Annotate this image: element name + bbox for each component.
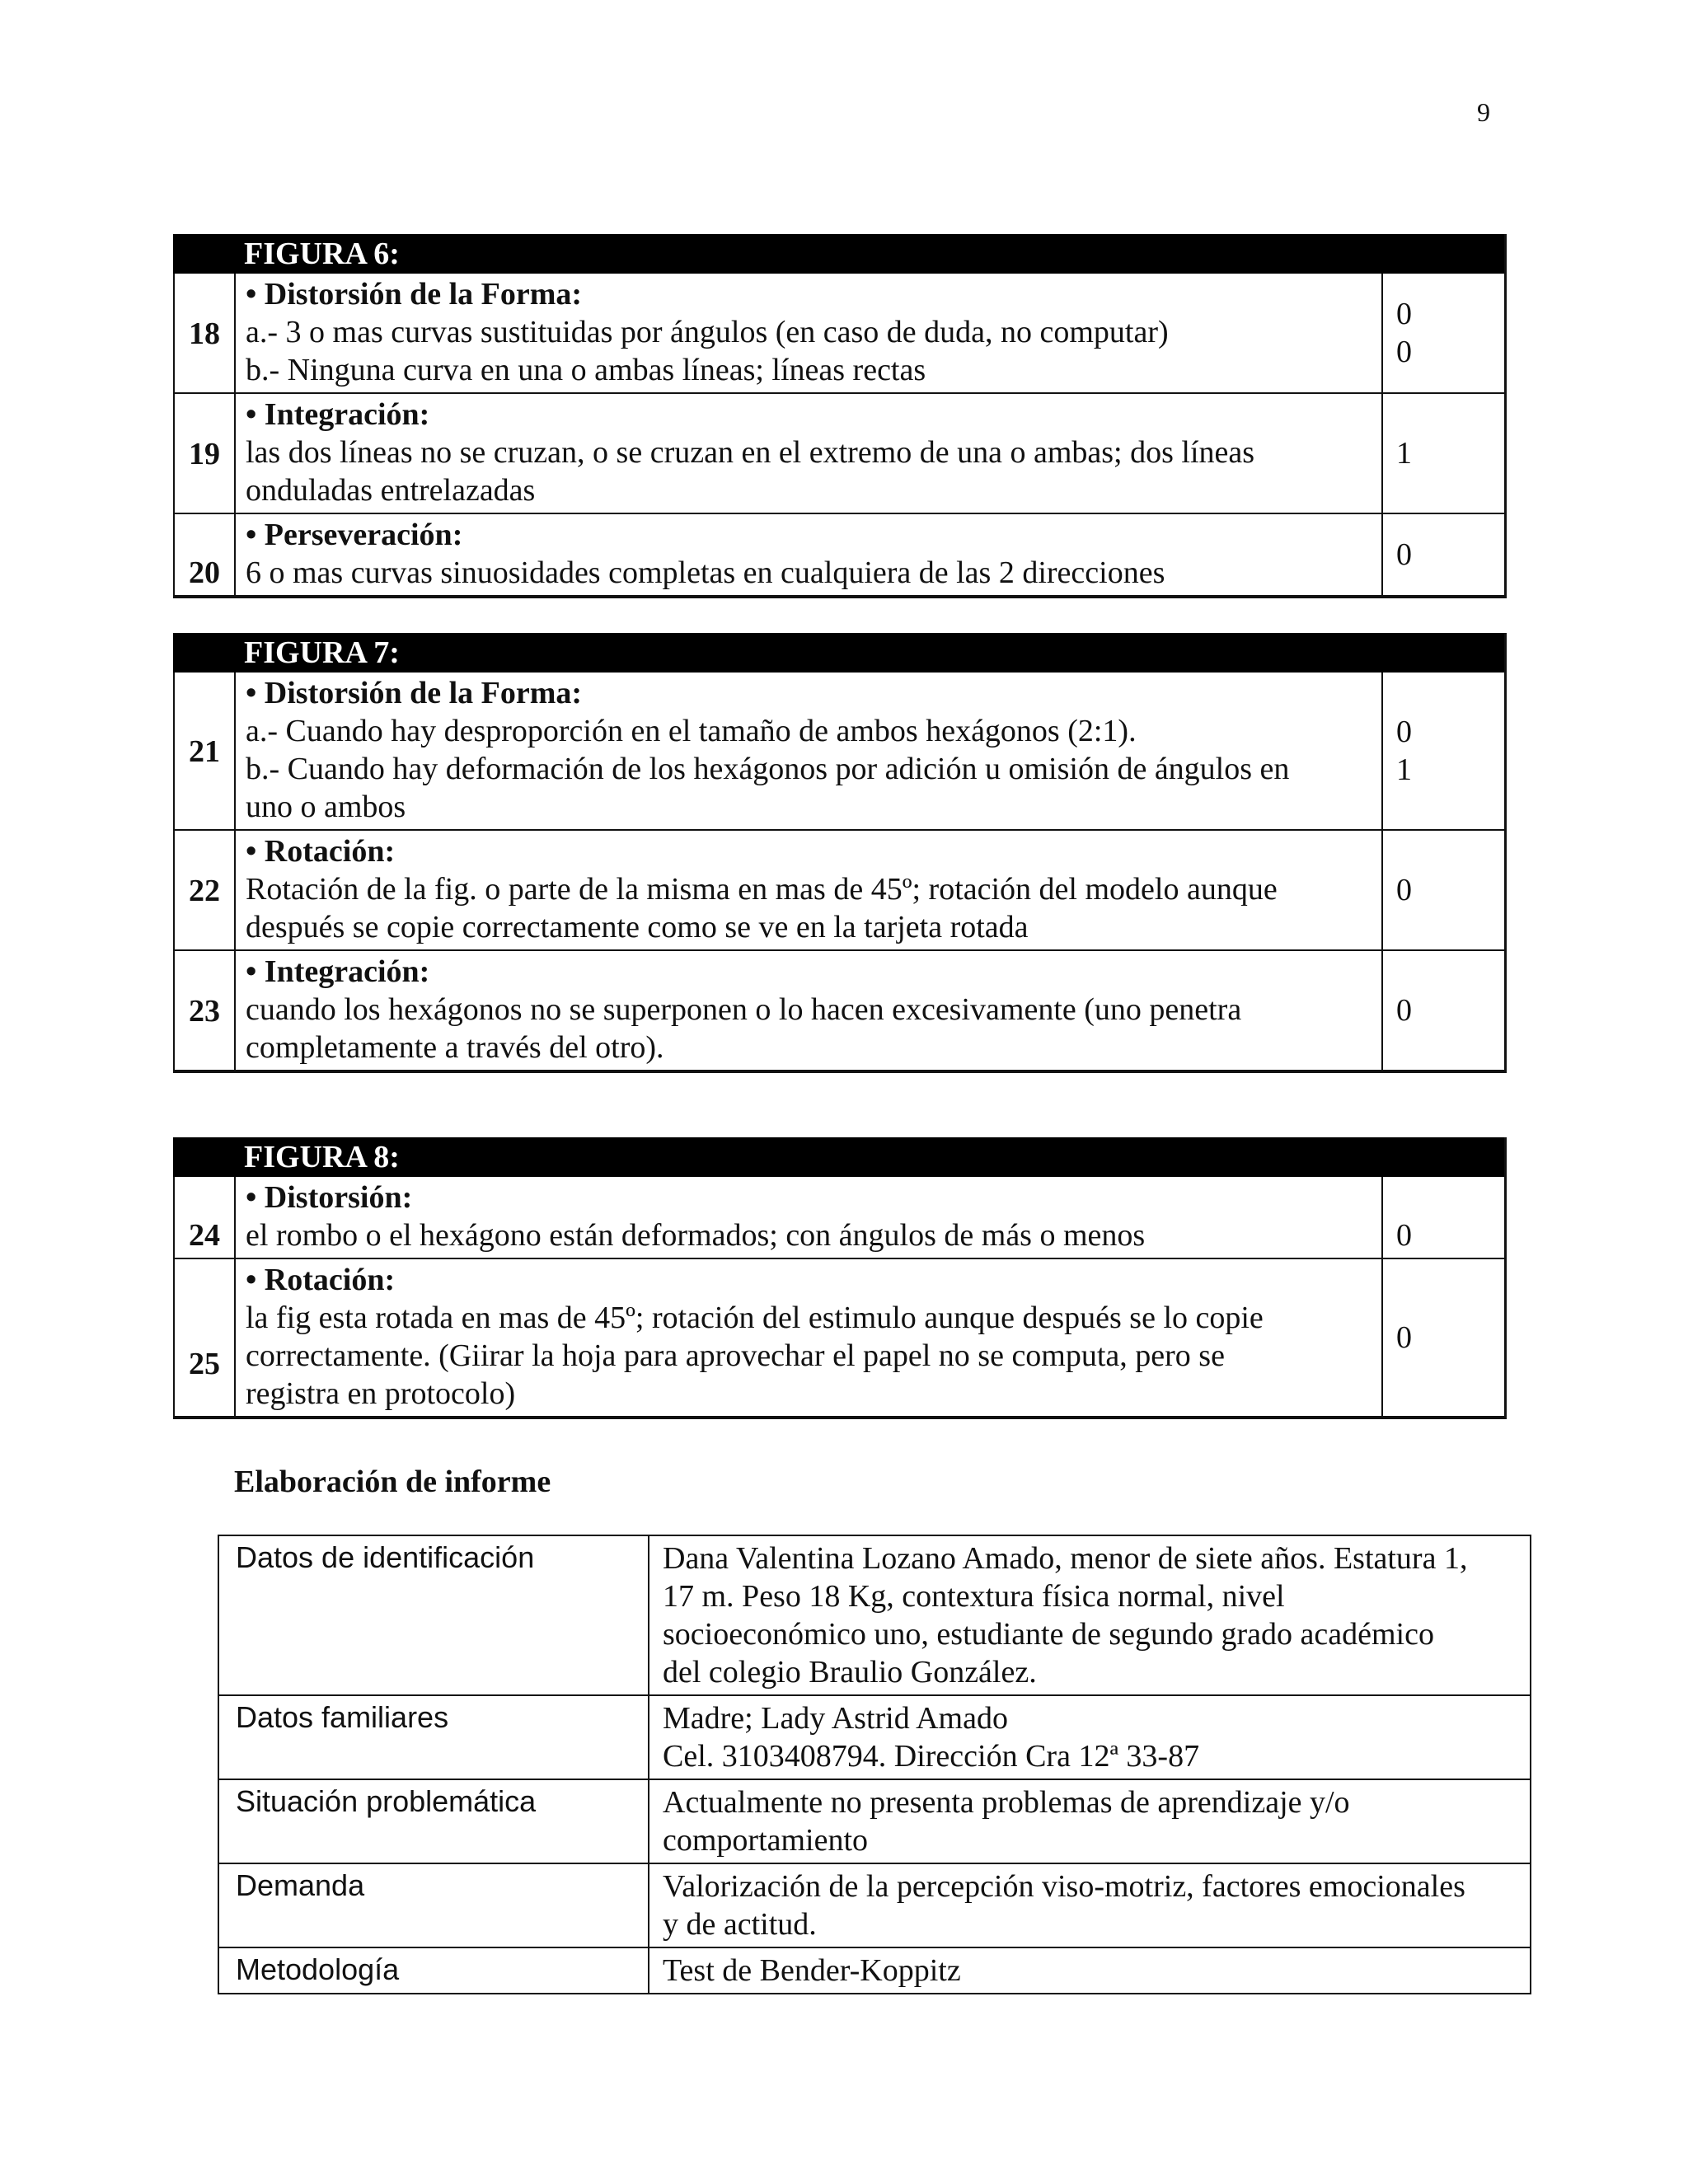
item-line: cuando los hexágonos no se superponen o lo hacen excesivamente (uno penetra: [246, 992, 1242, 1027]
item-title: • Distorsión de la Forma:: [246, 676, 583, 710]
item-line: Rotación de la fig. o parte de la misma en mas de 45º; rotación del modelo aunque: [246, 872, 1278, 907]
score-value: 0: [1396, 1218, 1412, 1253]
item-line: las dos líneas no se cruzan, o se cruzan en el extremo de una o ambas; dos líneas: [246, 435, 1255, 470]
report-key: Demanda: [218, 1863, 649, 1947]
item-number: 25: [174, 1258, 235, 1418]
item-line: completamente a través del otro).: [246, 1030, 664, 1065]
item-description: [235, 273, 1382, 393]
report-key: Datos familiares: [218, 1695, 649, 1779]
score-value: 0: [1396, 297, 1412, 331]
item-line: b.- Cuando hay deformación de los hexágonos por adición u omisión de ángulos en: [246, 752, 1290, 786]
report-value: [649, 1535, 1531, 1695]
report-line: socioeconómico uno, estudiante de segundo grado académico: [663, 1617, 1434, 1652]
item-number: 23: [174, 950, 235, 1071]
item-number: 20: [174, 513, 235, 597]
item-description: [235, 1258, 1382, 1418]
item-line: la fig esta rotada en mas de 45º; rotación del estimulo aunque después se lo copie: [246, 1301, 1264, 1335]
score-value: 1: [1396, 752, 1412, 787]
table-row: [174, 1258, 1506, 1418]
figura-6-table: [173, 234, 1507, 598]
item-title: • Distorsión de la Forma:: [246, 277, 583, 312]
item-number: 22: [174, 830, 235, 950]
item-description: [235, 950, 1382, 1071]
item-number: 19: [174, 393, 235, 513]
item-line: el rombo o el hexágono están deformados; con ángulos de más o menos: [246, 1218, 1146, 1253]
item-description: [235, 513, 1382, 597]
item-description: [235, 1176, 1382, 1258]
table-row: [218, 1779, 1531, 1863]
figura-8-header: FIGURA 8:: [174, 1138, 1506, 1176]
score-value: 0: [1396, 873, 1412, 907]
table-row: [174, 513, 1506, 597]
table-row: [174, 672, 1506, 830]
item-title: • Distorsión:: [246, 1180, 413, 1215]
item-score: [1382, 1176, 1506, 1258]
report-value: [649, 1695, 1531, 1779]
item-number: 21: [174, 672, 235, 830]
item-title: • Integración:: [246, 954, 430, 989]
score-value: 0: [1396, 335, 1412, 369]
figura-7-table: [173, 633, 1507, 1073]
item-line: a.- 3 o mas curvas sustituidas por ángulos (en caso de duda, no computar): [246, 315, 1169, 349]
table-row: [174, 950, 1506, 1071]
report-line: 17 m. Peso 18 Kg, contextura física normal, nivel: [663, 1579, 1285, 1614]
item-line: correctamente. (Giirar la hoja para aprovechar el papel no se computa, pero se: [246, 1338, 1225, 1373]
item-line: b.- Ninguna curva en una o ambas líneas; líneas rectas: [246, 353, 926, 387]
report-value: [649, 1863, 1531, 1947]
table-row: [218, 1535, 1531, 1695]
item-score: [1382, 950, 1506, 1071]
report-line: Madre; Lady Astrid Amado: [663, 1701, 1008, 1736]
score-value: 0: [1396, 1320, 1412, 1355]
item-number: 18: [174, 273, 235, 393]
item-number: 24: [174, 1176, 235, 1258]
item-line: después se copie correctamente como se ve en la tarjeta rotada: [246, 910, 1029, 944]
report-value: [649, 1779, 1531, 1863]
score-value: 0: [1396, 715, 1412, 749]
table-row: [218, 1863, 1531, 1947]
figura-7-header: FIGURA 7:: [174, 634, 1506, 672]
report-line: Dana Valentina Lozano Amado, menor de siete años. Estatura 1,: [663, 1541, 1468, 1576]
item-line: a.- Cuando hay desproporción en el tamaño de ambos hexágonos (2:1).: [246, 714, 1137, 748]
item-line: 6 o mas curvas sinuosidades completas en cualquiera de las 2 direcciones: [246, 555, 1165, 590]
report-line: Valorización de la percepción viso-motriz, factores emocionales: [663, 1869, 1465, 1904]
report-key: Situación problemática: [218, 1779, 649, 1863]
item-title: • Perseveración:: [246, 518, 463, 552]
report-line: comportamiento: [663, 1823, 869, 1858]
figura-8-table: [173, 1137, 1507, 1419]
table-row: [174, 1176, 1506, 1258]
item-title: • Integración:: [246, 397, 430, 432]
report-key: Datos de identificación: [218, 1535, 649, 1695]
item-score: [1382, 672, 1506, 830]
item-title: • Rotación:: [246, 1263, 396, 1297]
report-line: Cel. 3103408794. Dirección Cra 12ª 33-87: [663, 1739, 1200, 1774]
item-line: onduladas entrelazadas: [246, 473, 536, 508]
score-value: 0: [1396, 993, 1412, 1028]
table-row: [218, 1947, 1531, 1994]
table-row: [218, 1695, 1531, 1779]
item-line: uno o ambos: [246, 790, 406, 824]
report-line: Actualmente no presenta problemas de aprendizaje y/o: [663, 1785, 1350, 1820]
item-line: registra en protocolo): [246, 1376, 516, 1411]
score-value: 1: [1396, 436, 1412, 471]
report-line: Test de Bender-Koppitz: [663, 1953, 961, 1988]
item-score: [1382, 830, 1506, 950]
item-score: [1382, 513, 1506, 597]
item-title: • Rotación:: [246, 834, 396, 869]
page-number: 9: [1477, 97, 1490, 127]
table-row: [174, 830, 1506, 950]
item-score: [1382, 393, 1506, 513]
table-row: [174, 273, 1506, 393]
report-value: [649, 1947, 1531, 1994]
item-description: [235, 393, 1382, 513]
report-line: y de actitud.: [663, 1907, 817, 1942]
item-description: [235, 830, 1382, 950]
item-score: [1382, 273, 1506, 393]
figura-6-header: FIGURA 6:: [174, 235, 1506, 273]
table-row: [174, 393, 1506, 513]
score-value: 0: [1396, 537, 1412, 572]
item-description: [235, 672, 1382, 830]
report-table: [218, 1535, 1531, 1994]
report-key: Metodología: [218, 1947, 649, 1994]
item-score: [1382, 1258, 1506, 1418]
report-line: del colegio Braulio González.: [663, 1655, 1037, 1690]
section-heading: Elaboración de informe: [234, 1465, 551, 1499]
